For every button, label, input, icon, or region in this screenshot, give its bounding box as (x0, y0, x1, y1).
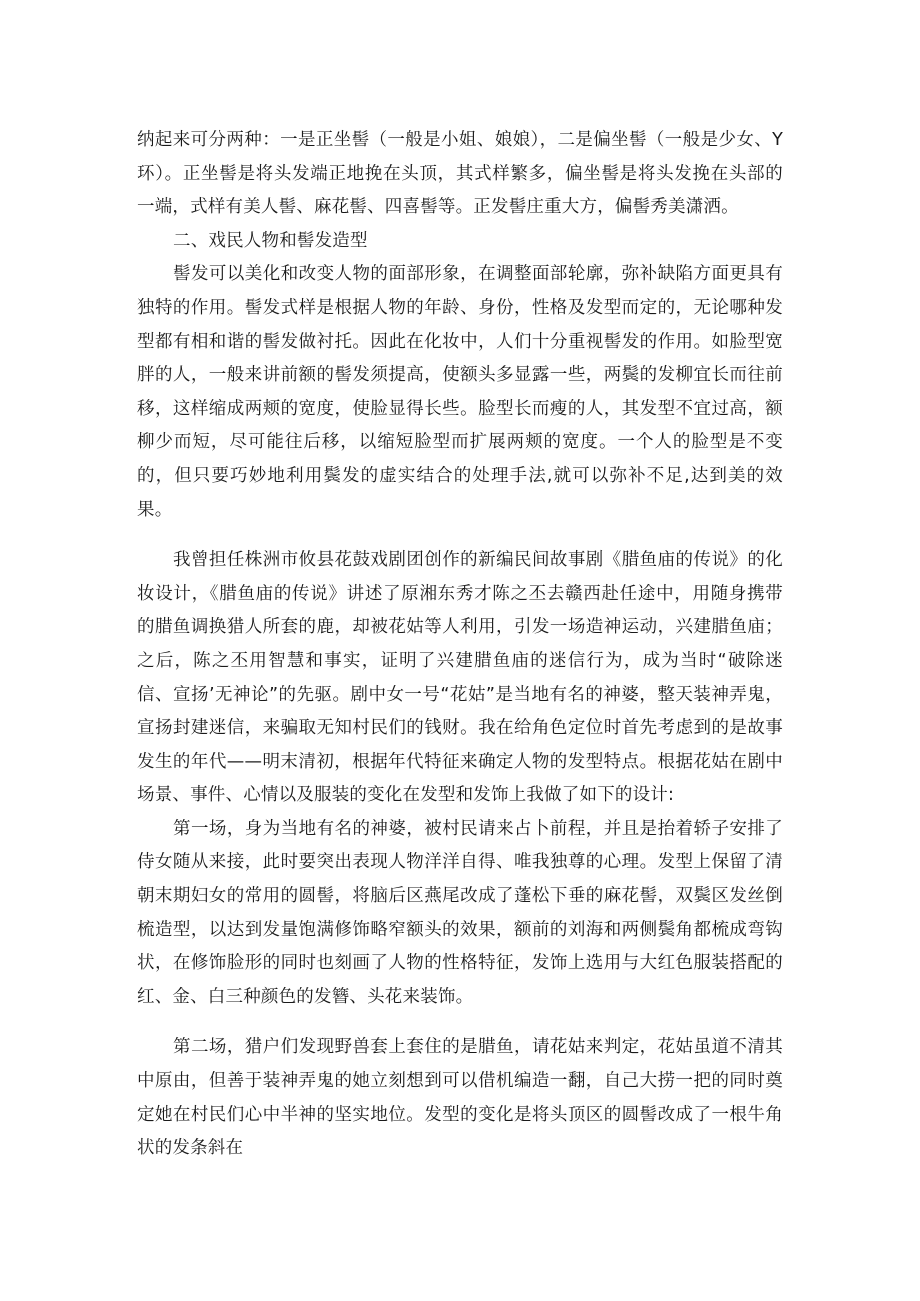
section-heading: 二、戏民人物和髻发造型 (173, 230, 368, 251)
paragraph-play-design: 我曾担任株洲市攸县花鼓戏剧团创作的新编民间故事剧《腊鱼庙的传说》的化妆设计，《腊鱼庙的传说》讲述了原湘东秀才陈之丕去赣西赴任途中，用随身携带的腊鱼调换猎人所套的鹿，却被花姑等人利用，引发一场造神运动，兴建腊鱼庙；之后，陈之丕用智慧和事实，证明了兴建腊鱼庙的迷信行为，成为当时“破除迷信、宣扬’无神论”的先驱。剧中女一号“花姑”是当地有名的神婆，整天装神弄鬼，宣扬封建迷信，来骗取无知村民们的钱财。我在给角色定位时首先考虑到的是故事发生的年代——明末清初，根据年代特征来确定人物的发型特点。根据花姑在剧中场景、事件、心情以及服装的变化在发型和发饰上我做了如下的设计: (137, 550, 783, 806)
paragraph-scene-one: 第一场，身为当地有名的神婆，被村民请来占卜前程，并且是抬着轿子安排了侍女随从来接，此时要突出表现人物洋洋自得、唯我独尊的心理。发型上保留了清朝末期妇女的常用的圆髻，将脑后区燕尾改成了蓬松下垂的麻花髻，双鬓区发丝倒梳造型，以达到发量饱满修饰略窄额头的效果，额前的刘海和两侧鬓角都梳成弯钩状，在修饰脸形的同时也刻画了人物的性格特征，发饰上选用与大红色服装搭配的红、金、白三种颜色的发簪、头花来装饰。 (137, 818, 783, 1007)
paragraph-scene-two: 第二场，猎户们发现野兽套上套住的是腊鱼，请花姑来判定，花姑虽道不清其中原由，但善于装神弄鬼的她立刻想到可以借机编造一翻，自己大捞一把的同时奠定她在村民们心中半神的坚实地位。发型的变化是将头顶区的圆髻改成了一根牛角状的发条斜在 (137, 1037, 783, 1159)
paragraph-hair-function: 髻发可以美化和改变人物的面部形象，在调整面部轮廓，弥补缺陷方面更具有独特的作用。髻发式样是根据人物的年龄、身份，性格及发型而定的，无论哪种发型都有相和谐的髻发做衬托。因此在化妆中，人们十分重视髻发的作用。如脸型宽胖的人，一般来讲前额的髻发须提高，使额头多显露一些，两鬓的发柳宜长而往前移，这样缩成两颊的宽度，使脸显得长些。脸型长而瘦的人，其发型不宜过高，额柳少而短，尽可能往后移，以缩短脸型而扩展两颊的宽度。一个人的脸型是不变的，但只要巧妙地利用鬓发的虚实结合的处理手法,就可以弥补不足,达到美的效果。 (137, 264, 783, 520)
paragraph-hairstyle-types: 纳起来可分两种：一是正坐髻（一般是小姐、娘娘），二是偏坐髻（一般是少女、Y环）。正坐髻是将头发端正地挽在头顶，其式样繁多，偏坐髻是将头发挽在头部的一端，式样有美人髻、麻花髻、四喜髻等。正发髻庄重大方，偏髻秀美潇洒。 (137, 130, 783, 218)
document-body (137, 124, 783, 1166)
